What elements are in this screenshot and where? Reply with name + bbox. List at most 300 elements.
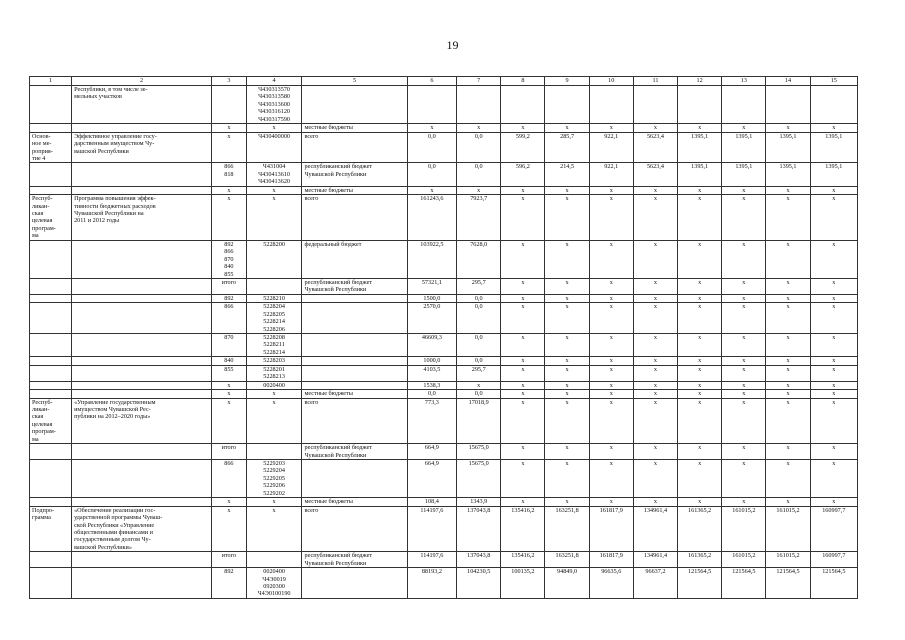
program-name-cell	[72, 278, 212, 294]
value-cell: x	[545, 186, 589, 194]
value-cell: x	[678, 365, 722, 381]
value-cell: x	[589, 381, 633, 389]
funding-source-cell	[302, 294, 407, 302]
program-name-cell	[72, 294, 212, 302]
code-cell: x	[212, 124, 247, 132]
value-cell: 0,0	[457, 132, 501, 163]
row-type-cell: Респуб- ликан- ская целевая програм- ма	[30, 398, 72, 444]
funding-source-cell: республиканский бюджет Чувашской Республики	[302, 552, 407, 568]
code-cell: 892	[212, 294, 247, 302]
value-cell: 0,0	[457, 303, 501, 334]
funding-source-cell	[302, 460, 407, 498]
value-cell: x	[722, 334, 766, 357]
row-type-cell	[30, 365, 72, 381]
row-type-cell	[30, 303, 72, 334]
value-cell: x	[678, 444, 722, 460]
value-cell: 160997,7	[810, 552, 857, 568]
classifier-cell: 5229203 5229204 5229205 5229206 5229202	[246, 460, 302, 498]
value-cell: x	[722, 398, 766, 444]
value-cell: x	[810, 186, 857, 194]
value-cell	[678, 86, 722, 124]
value-cell: x	[766, 444, 810, 460]
row-type-cell	[30, 568, 72, 599]
row-type-cell	[30, 186, 72, 194]
page-number: 19	[446, 38, 459, 52]
value-cell: x	[407, 186, 456, 194]
value-cell: 922,1	[589, 163, 633, 186]
value-cell: x	[589, 334, 633, 357]
value-cell: 0,0	[457, 390, 501, 398]
value-cell: x	[722, 303, 766, 334]
code-cell: x	[212, 398, 247, 444]
value-cell: x	[722, 294, 766, 302]
funding-source-cell: всего	[302, 195, 407, 241]
value-cell	[501, 86, 545, 124]
table-row	[30, 552, 858, 568]
program-name-cell: «Обеспечение реализации гос- ударственной программы Чуваш- ской Республики «Управление общественными финансами и государственным долгом Чу- вашской Республики»	[72, 506, 212, 552]
code-cell: 866	[212, 303, 247, 334]
value-cell: x	[722, 444, 766, 460]
code-cell: итого	[212, 552, 247, 568]
classifier-cell	[246, 278, 302, 294]
value-cell: 135416,2	[501, 552, 545, 568]
classifier-cell: x	[246, 195, 302, 241]
value-cell	[457, 86, 501, 124]
value-cell: x	[678, 124, 722, 132]
value-cell: 0,0	[407, 390, 456, 398]
value-cell: x	[678, 294, 722, 302]
value-cell: 1500,0	[407, 294, 456, 302]
value-cell: 922,1	[589, 132, 633, 163]
value-cell: 161817,9	[589, 552, 633, 568]
table-row	[30, 124, 858, 132]
table-row	[30, 195, 858, 241]
value-cell: x	[501, 334, 545, 357]
value-cell: 1395,1	[678, 163, 722, 186]
value-cell: x	[722, 278, 766, 294]
value-cell: x	[545, 240, 589, 278]
funding-source-cell: республиканский бюджет Чувашской Республики	[302, 444, 407, 460]
program-name-cell	[72, 334, 212, 357]
program-name-cell: Программа повышения эффек- тивности бюджетных расходов Чувашской Республики на 2011 и 2012 годы	[72, 195, 212, 241]
value-cell: x	[766, 186, 810, 194]
value-cell: 1395,1	[766, 163, 810, 186]
value-cell: 0,0	[457, 163, 501, 186]
table-row	[30, 303, 858, 334]
value-cell: x	[545, 460, 589, 498]
value-cell: x	[501, 444, 545, 460]
value-cell: x	[678, 278, 722, 294]
value-cell: x	[633, 186, 677, 194]
funding-source-cell	[302, 334, 407, 357]
program-name-cell	[72, 365, 212, 381]
program-name-cell: «Управление государственным имуществом Чувашской Рес- публики на 2012–2020 годы»	[72, 398, 212, 444]
value-cell: x	[810, 278, 857, 294]
value-cell: x	[589, 303, 633, 334]
classifier-cell	[246, 444, 302, 460]
table-row	[30, 163, 858, 186]
value-cell: x	[678, 303, 722, 334]
row-type-cell	[30, 163, 72, 186]
value-cell: x	[766, 398, 810, 444]
classifier-cell: 5228204 5228205 5228214 5228206	[246, 303, 302, 334]
value-cell: x	[633, 398, 677, 444]
value-cell: x	[545, 498, 589, 506]
value-cell: x	[545, 334, 589, 357]
funding-source-cell: местные бюджеты	[302, 390, 407, 398]
code-cell: x	[212, 195, 247, 241]
value-cell: x	[722, 357, 766, 365]
value-cell: x	[501, 498, 545, 506]
value-cell: x	[407, 124, 456, 132]
value-cell: x	[545, 294, 589, 302]
table-row	[30, 381, 858, 389]
column-header: 4	[246, 77, 302, 86]
code-cell: 855	[212, 365, 247, 381]
value-cell: x	[722, 365, 766, 381]
value-cell: 0,0	[457, 334, 501, 357]
column-header: 15	[810, 77, 857, 86]
classifier-cell: 5228210	[246, 294, 302, 302]
code-cell: 892 866 870 840 855	[212, 240, 247, 278]
value-cell: x	[633, 294, 677, 302]
value-cell: x	[678, 334, 722, 357]
classifier-cell: x	[246, 186, 302, 194]
program-name-cell	[72, 460, 212, 498]
value-cell: 2570,0	[407, 303, 456, 334]
value-cell: 104230,5	[457, 568, 501, 599]
code-cell: 840	[212, 357, 247, 365]
value-cell: x	[722, 195, 766, 241]
value-cell: x	[633, 498, 677, 506]
value-cell: x	[810, 498, 857, 506]
column-header: 2	[72, 77, 212, 86]
value-cell: x	[589, 186, 633, 194]
program-name-cell: Эффективное управление госу- дарственным имуществом Чу- вашской Республики	[72, 132, 212, 163]
row-type-cell	[30, 294, 72, 302]
funding-source-cell: местные бюджеты	[302, 498, 407, 506]
value-cell: 15675,0	[457, 460, 501, 498]
value-cell: x	[501, 460, 545, 498]
value-cell: 163251,8	[545, 552, 589, 568]
value-cell: x	[678, 460, 722, 498]
column-header: 12	[678, 77, 722, 86]
value-cell: x	[589, 365, 633, 381]
code-cell: x	[212, 186, 247, 194]
program-name-cell	[72, 552, 212, 568]
table-row	[30, 365, 858, 381]
table-row	[30, 278, 858, 294]
value-cell: x	[678, 398, 722, 444]
program-name-cell	[72, 390, 212, 398]
table-row	[30, 357, 858, 365]
value-cell: x	[722, 124, 766, 132]
program-name-cell	[72, 303, 212, 334]
program-name-cell: Республики, в том числе зе- мельных участков	[72, 86, 212, 124]
value-cell: x	[545, 303, 589, 334]
row-type-cell	[30, 552, 72, 568]
value-cell: x	[633, 381, 677, 389]
value-cell	[722, 86, 766, 124]
value-cell: x	[766, 334, 810, 357]
table-row	[30, 294, 858, 302]
value-cell: x	[501, 390, 545, 398]
value-cell: x	[545, 124, 589, 132]
classifier-cell: x	[246, 398, 302, 444]
value-cell: 1538,3	[407, 381, 456, 389]
value-cell: 114197,6	[407, 552, 456, 568]
classifier-cell: Ч430400000	[246, 132, 302, 163]
value-cell: 295,7	[457, 365, 501, 381]
program-name-cell	[72, 240, 212, 278]
column-header: 11	[633, 77, 677, 86]
column-header: 1	[30, 77, 72, 86]
classifier-cell: 0020400 Ч4Э0019 0920300 Ч4Э0100190	[246, 568, 302, 599]
funding-source-cell: всего	[302, 398, 407, 444]
value-cell: x	[810, 365, 857, 381]
code-cell: 866	[212, 460, 247, 498]
value-cell: 285,7	[545, 132, 589, 163]
value-cell: 596,2	[501, 163, 545, 186]
value-cell: x	[810, 240, 857, 278]
value-cell: x	[722, 498, 766, 506]
code-cell: 866 818	[212, 163, 247, 186]
row-type-cell	[30, 240, 72, 278]
value-cell: 214,5	[545, 163, 589, 186]
value-cell: 7923,7	[457, 195, 501, 241]
value-cell: x	[722, 390, 766, 398]
value-cell: x	[810, 381, 857, 389]
row-type-cell	[30, 124, 72, 132]
code-cell: 892	[212, 568, 247, 599]
funding-source-cell: республиканский бюджет Чувашской Республики	[302, 163, 407, 186]
value-cell: x	[501, 278, 545, 294]
value-cell: 121564,5	[766, 568, 810, 599]
value-cell: 5623,4	[633, 132, 677, 163]
code-cell	[212, 86, 247, 124]
value-cell: x	[589, 498, 633, 506]
value-cell: 103922,5	[407, 240, 456, 278]
program-name-cell	[72, 124, 212, 132]
value-cell	[633, 86, 677, 124]
row-type-cell	[30, 334, 72, 357]
column-header: 14	[766, 77, 810, 86]
value-cell: 161015,2	[722, 552, 766, 568]
value-cell: 96637,2	[633, 568, 677, 599]
value-cell: x	[810, 334, 857, 357]
value-cell: x	[589, 240, 633, 278]
row-type-cell: Респуб- ликан- ская целевая програм- ма	[30, 195, 72, 241]
value-cell: 7628,0	[457, 240, 501, 278]
value-cell: x	[457, 186, 501, 194]
row-type-cell	[30, 460, 72, 498]
column-header: 6	[407, 77, 456, 86]
value-cell: x	[678, 195, 722, 241]
funding-source-cell	[302, 86, 407, 124]
row-type-cell: Основ- ное ме- роприя- тие 4	[30, 132, 72, 163]
value-cell: 5623,4	[633, 163, 677, 186]
classifier-cell: x	[246, 498, 302, 506]
value-cell: x	[766, 124, 810, 132]
value-cell: x	[633, 444, 677, 460]
value-cell: x	[589, 294, 633, 302]
value-cell: x	[722, 460, 766, 498]
value-cell: x	[810, 294, 857, 302]
value-cell: 0,0	[457, 294, 501, 302]
value-cell: x	[810, 124, 857, 132]
funding-source-cell	[302, 357, 407, 365]
value-cell: x	[545, 381, 589, 389]
value-cell: 0,0	[407, 132, 456, 163]
value-cell: x	[545, 444, 589, 460]
value-cell: 1395,1	[678, 132, 722, 163]
value-cell: x	[633, 240, 677, 278]
column-header: 10	[589, 77, 633, 86]
funding-source-cell	[302, 303, 407, 334]
value-cell: 1395,1	[810, 132, 857, 163]
funding-source-cell: всего	[302, 132, 407, 163]
value-cell: x	[766, 365, 810, 381]
value-cell: 134961,4	[633, 552, 677, 568]
value-cell: 599,2	[501, 132, 545, 163]
value-cell: x	[633, 365, 677, 381]
classifier-cell: 5228208 5228211 5228214	[246, 334, 302, 357]
value-cell: x	[589, 357, 633, 365]
column-header: 7	[457, 77, 501, 86]
value-cell: 1000,0	[407, 357, 456, 365]
value-cell: 121564,5	[722, 568, 766, 599]
row-type-cell	[30, 278, 72, 294]
budget-table	[29, 76, 858, 599]
value-cell	[545, 86, 589, 124]
value-cell: 161365,2	[678, 506, 722, 552]
program-name-cell	[72, 357, 212, 365]
value-cell: x	[810, 303, 857, 334]
value-cell: x	[722, 240, 766, 278]
table-row	[30, 86, 858, 124]
value-cell: 1395,1	[766, 132, 810, 163]
table-row	[30, 398, 858, 444]
value-cell: x	[766, 240, 810, 278]
table-row	[30, 186, 858, 194]
classifier-cell: 5228200	[246, 240, 302, 278]
value-cell: x	[589, 195, 633, 241]
value-cell: 664,9	[407, 444, 456, 460]
column-header: 3	[212, 77, 247, 86]
value-cell: 100135,2	[501, 568, 545, 599]
code-cell: 870	[212, 334, 247, 357]
value-cell: x	[722, 381, 766, 389]
program-name-cell	[72, 568, 212, 599]
value-cell: x	[678, 186, 722, 194]
value-cell: 134961,4	[633, 506, 677, 552]
classifier-cell: Ч430313570 Ч430313580 Ч430313600 Ч430316120 Ч430317590	[246, 86, 302, 124]
code-cell: x	[212, 381, 247, 389]
classifier-cell: 5228203	[246, 357, 302, 365]
value-cell: x	[501, 195, 545, 241]
funding-source-cell: всего	[302, 506, 407, 552]
value-cell: 161015,2	[766, 552, 810, 568]
value-cell: x	[633, 460, 677, 498]
classifier-cell: x	[246, 390, 302, 398]
program-name-cell	[72, 444, 212, 460]
value-cell: 163251,8	[545, 506, 589, 552]
value-cell: 137043,8	[457, 506, 501, 552]
table-row	[30, 390, 858, 398]
program-name-cell	[72, 163, 212, 186]
value-cell: x	[545, 195, 589, 241]
program-name-cell	[72, 498, 212, 506]
table-row	[30, 334, 858, 357]
value-cell: x	[545, 398, 589, 444]
value-cell: x	[501, 124, 545, 132]
value-cell: x	[766, 357, 810, 365]
code-cell: x	[212, 390, 247, 398]
value-cell: x	[589, 444, 633, 460]
row-type-cell	[30, 357, 72, 365]
value-cell: x	[633, 334, 677, 357]
value-cell: x	[678, 357, 722, 365]
value-cell: x	[810, 398, 857, 444]
value-cell: x	[766, 303, 810, 334]
value-cell: 108,4	[407, 498, 456, 506]
classifier-cell: 5228201 5228213	[246, 365, 302, 381]
value-cell: x	[678, 498, 722, 506]
value-cell: x	[633, 124, 677, 132]
value-cell: x	[633, 303, 677, 334]
code-cell: x	[212, 498, 247, 506]
row-type-cell	[30, 444, 72, 460]
funding-source-cell	[302, 365, 407, 381]
value-cell: x	[810, 195, 857, 241]
value-cell	[407, 86, 456, 124]
column-header: 8	[501, 77, 545, 86]
value-cell: 15675,0	[457, 444, 501, 460]
value-cell: x	[766, 390, 810, 398]
value-cell	[766, 86, 810, 124]
column-header: 13	[722, 77, 766, 86]
value-cell: 17018,9	[457, 398, 501, 444]
funding-source-cell	[302, 381, 407, 389]
value-cell: 121564,5	[810, 568, 857, 599]
funding-source-cell: местные бюджеты	[302, 124, 407, 132]
value-cell: x	[545, 365, 589, 381]
value-cell: x	[501, 398, 545, 444]
value-cell: 114197,6	[407, 506, 456, 552]
value-cell: 121564,5	[678, 568, 722, 599]
value-cell: x	[766, 498, 810, 506]
value-cell	[810, 86, 857, 124]
funding-source-cell	[302, 568, 407, 599]
value-cell: x	[545, 390, 589, 398]
value-cell: x	[766, 381, 810, 389]
column-header: 5	[302, 77, 407, 86]
program-name-cell	[72, 186, 212, 194]
value-cell: x	[457, 381, 501, 389]
value-cell: x	[633, 195, 677, 241]
value-cell: x	[457, 124, 501, 132]
value-cell: x	[589, 390, 633, 398]
row-type-cell	[30, 86, 72, 124]
value-cell: x	[589, 460, 633, 498]
value-cell: 88193,2	[407, 568, 456, 599]
value-cell: 295,7	[457, 278, 501, 294]
value-cell: x	[501, 186, 545, 194]
row-type-cell	[30, 390, 72, 398]
value-cell: 161015,2	[722, 506, 766, 552]
value-cell: x	[501, 294, 545, 302]
value-cell: x	[810, 357, 857, 365]
